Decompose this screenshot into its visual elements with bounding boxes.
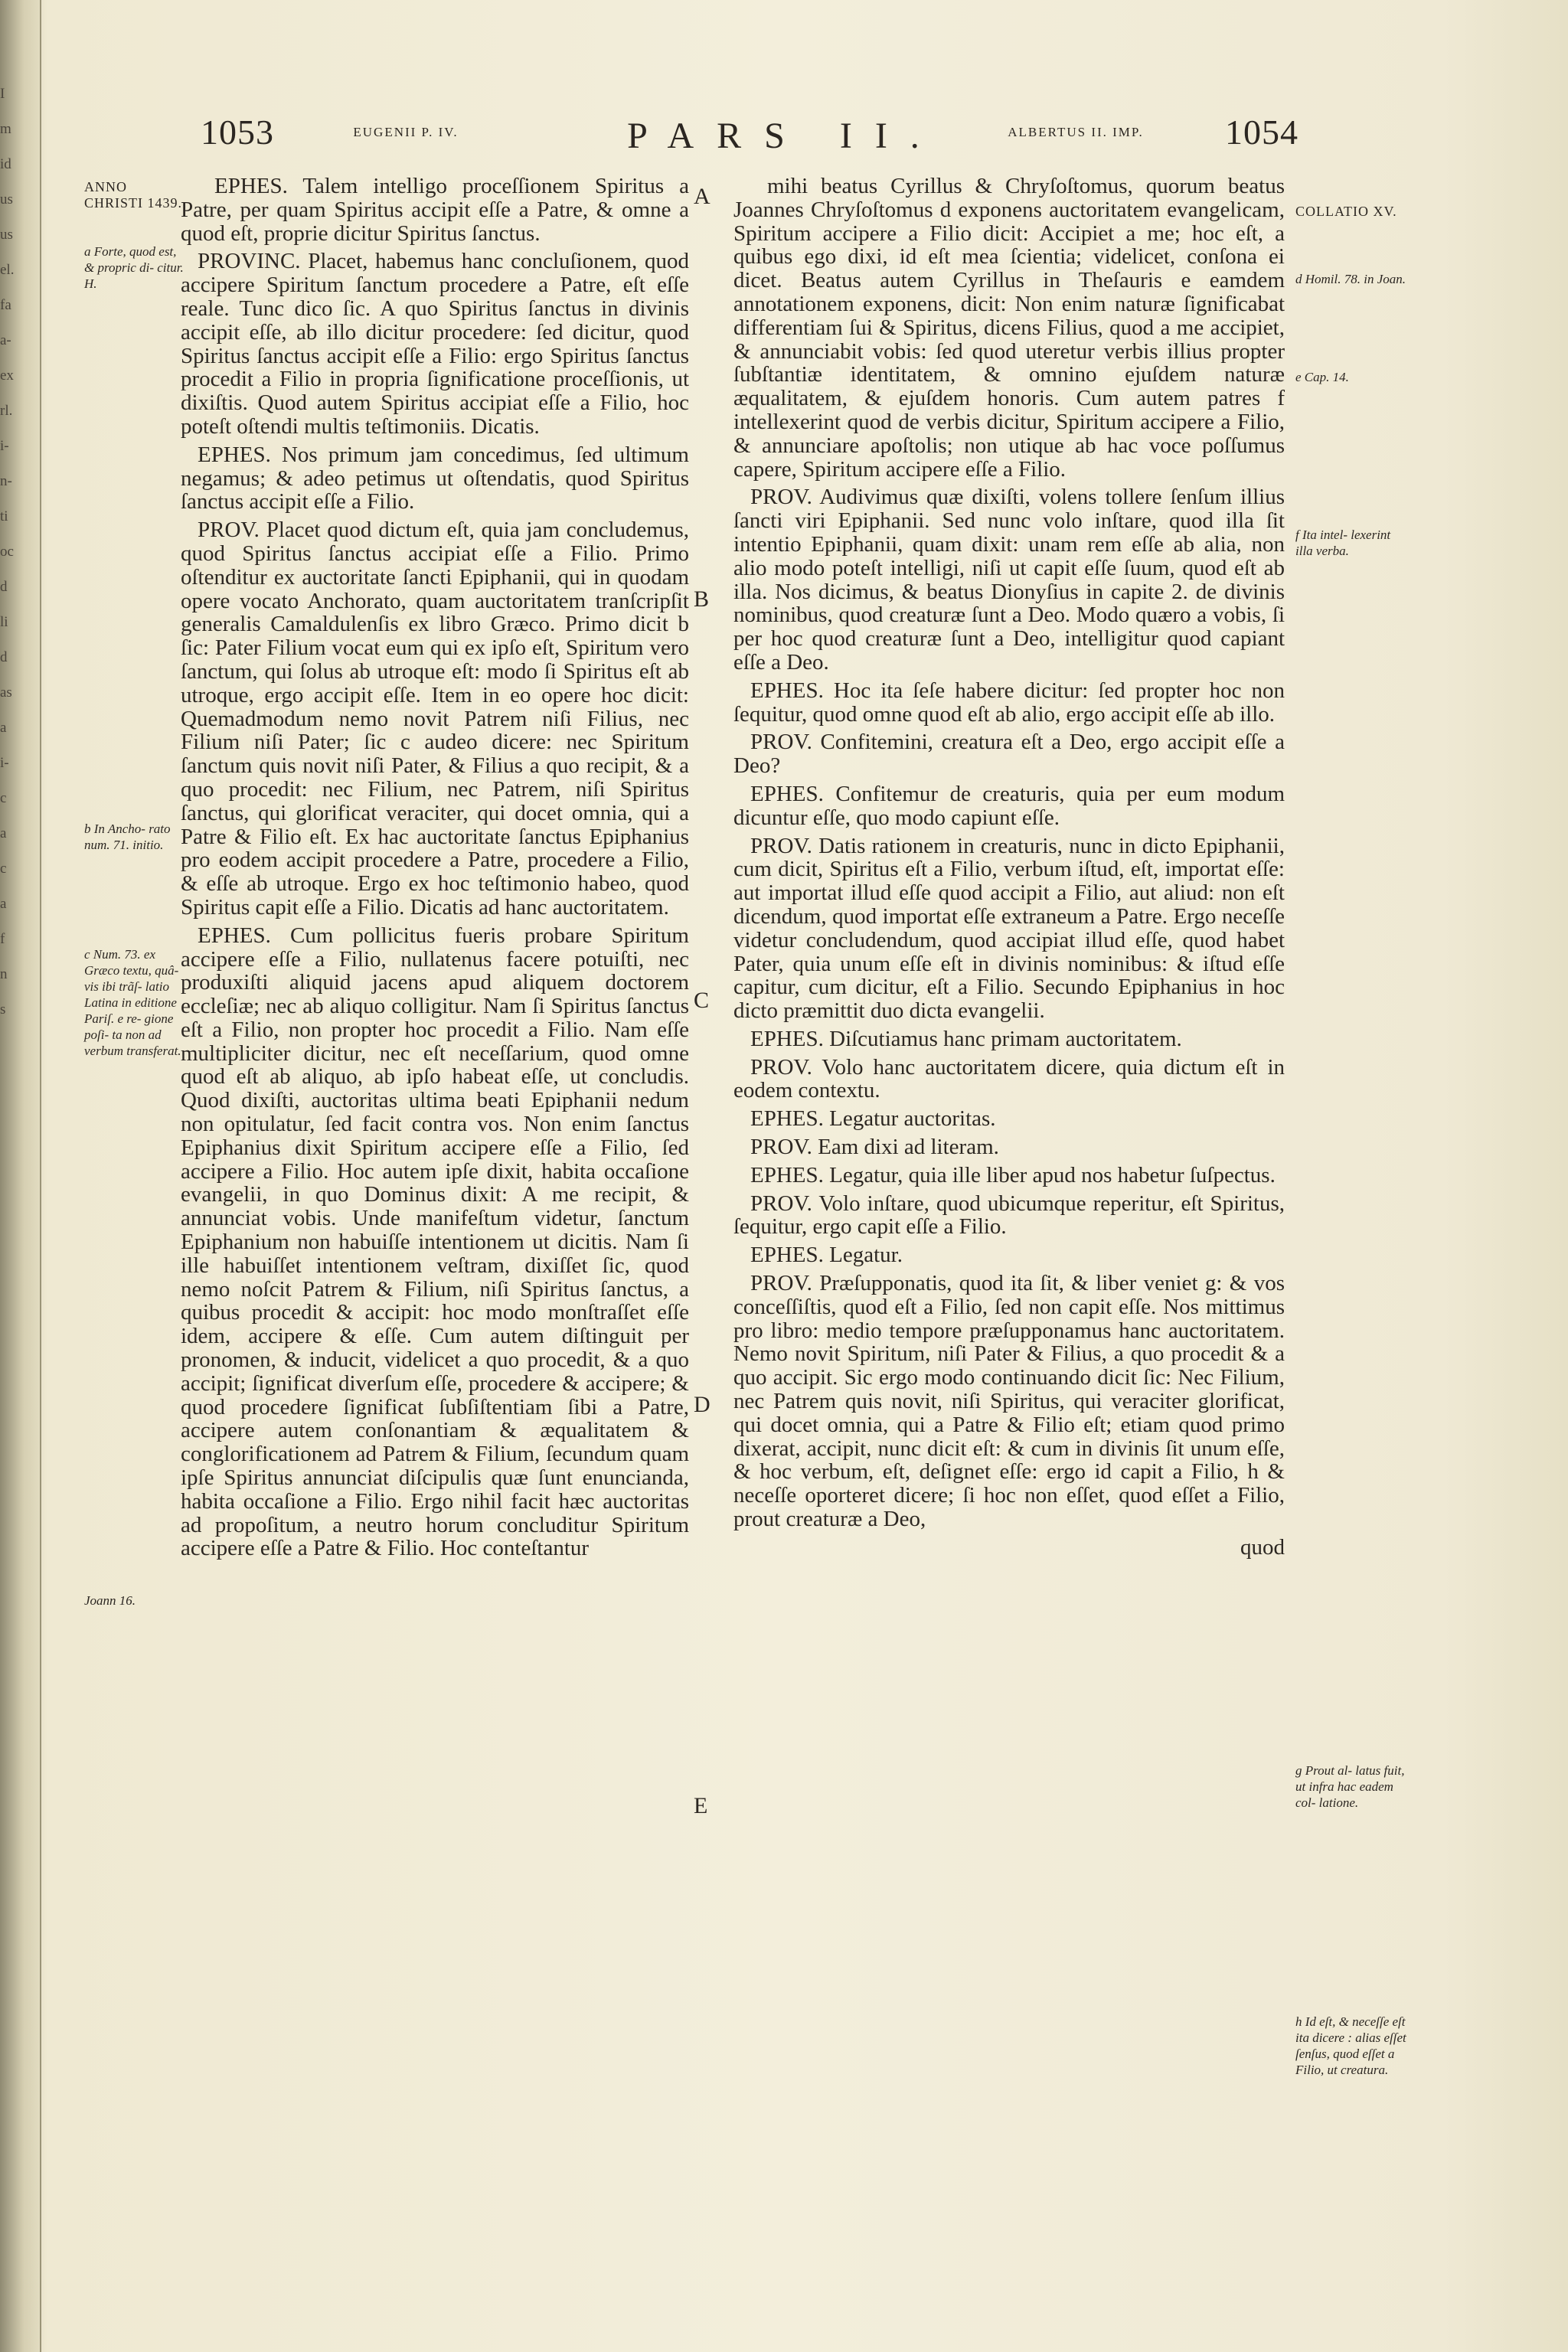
- left-paragraph: PROV. Placet quod dictum eſt, quia jam concludemus, quod Spiritus ſanctus accipiat eſſe a Filio. Primo oſtenditur ex auctoritate ſancti Epiphanii, qui in quodam opere vocato Anchorato, quam auctoritatem tranſcripſit generalis Camaldulenſis ex libro Græco. Primo dicit b ſic: Pater Filium vocat eum qui ex ipſo eſt, Spiritum vero ſanctum, qui ſolus ab utroque eſt: modo ſi Spiritus eſt ab utroque, ergo accipit eſſe. Item in eo opere hoc dicit: Quemadmodum nemo novit Patrem niſi Filius, nec Filium niſi Pater; ſic c audeo dicere: nec Spiritum ſanctum quis novit niſi Pater, & Filius a quo recipit, & a quo procedit: nec Filium, nec Patrem, niſi Spiritus ſanctus, qui glorificat veraciter, qui docet omnia, qui a Patre & Filio eſt. Ex hac auctoritate ſanctus Epiphanius pro eodem accipit procedere a Patre, procedere a Filio, & eſſe ab utroque. Ergo ex hoc teſtimonio habeo, quod Spiritus capit eſſe a Filio. Dicatis ad hanc auctoritatem.: [181, 518, 689, 920]
- gutter-fragment: a: [0, 825, 7, 841]
- left-paragraph: EPHES. Talem intelligo proceſſionem Spiritus a Patre, per quam Spiritus accipit eſſe a Patre, & omne a quod eſt, proprie dicitur Spiritus ſanctus.: [181, 174, 689, 246]
- section-letter-d: D: [694, 1392, 710, 1417]
- gutter-fragment: I: [0, 86, 5, 102]
- gutter-fragment: ex: [0, 368, 14, 384]
- right-paragraph: PROV. Volo inſtare, quod ubicumque reperitur, eſt Spiritus, ſequitur, ergo capit eſſe a Filio.: [733, 1191, 1285, 1240]
- gutter-fragment: el.: [0, 262, 15, 278]
- gutter-fragment: s: [0, 1001, 6, 1018]
- gutter-fragment: rl.: [0, 403, 13, 419]
- right-text-column: [733, 175, 1285, 1564]
- gutter-fragment: as: [0, 684, 12, 701]
- left-paragraph: PROVINC. Placet, habemus hanc concluſionem, quod accipere Spiritum ſanctum procedere a Patre, eſt eſſe reale. Tunc dico ſic. A quo Spiritus ſanctus in divinis accipit eſſe, ab illo dicitur procedere: ſed dicitur, quod Spiritus ſanctus accipit eſſe a Filio: ergo Spiritus ſanctus procedit a Filio in propria ſignificatione proceſſionis, ut dixiſtis. Quod autem Spiritus accipiat eſſe a Filio, hoc poteſt oſtendi multis teſtimoniis. Dicatis.: [181, 249, 689, 439]
- gutter-fragment: i-: [0, 438, 9, 454]
- gutter-fragment: d: [0, 579, 8, 595]
- section-letter-a: A: [694, 184, 710, 209]
- right-paragraph: PROV. Confitemini, creatura eſt a Deo, ergo accipit eſſe a Deo?: [733, 730, 1285, 779]
- running-subhead-left: EUGENII P. IV.: [353, 125, 459, 139]
- gutter-fragment: c: [0, 861, 7, 877]
- gutter-fragment: id: [0, 156, 11, 172]
- right-paragraph: PROV. Volo hanc auctoritatem dicere, quia dictum eſt in eodem contextu.: [733, 1054, 1285, 1103]
- gutter-fragment: a: [0, 896, 7, 912]
- gutter-fragment: n-: [0, 473, 12, 489]
- left-paragraph: EPHES. Cum pollicitus fueris probare Spiritum accipere eſſe a Filio, nullatenus facere potuiſti, nec produxiſti aliquid jacens apud aliquem doctorem eccleſiæ; nec ab aliquo colligitur. Nam ſi Spiritus ſanctus eſt a Filio, non propter hoc procedit a Filio. Nam eſſe multipliciter dicitur, nec eſt neceſſarium, quod omne quod eſt ab aliquo, ab ipſo habeat eſſe, ut concludis. Quod dixiſti, auctoritas ultima beati Epiphanii nedum non opitulatur, ſed facit contra vos. Non enim ſanctus Epiphanius dixit Spiritum accipere eſſe a Filio, ſed accipere a Filio. Hoc autem ipſe dixit, habita occaſione evangelii, in quo Dominus dixit: A me recipit, & annunciat vobis. Unde manifeſtum videtur, ſanctum Epiphanium non habuiſſe intentionem ut dicitis. Nam ſi ille habuiſſet intentionem veſtram, dixiſſet ſic, quod nemo noſcit Patrem & Filium, niſi Spiritus ſanctus, a quibus procedit & accipit: hoc modo monſtraſſet eſſe idem, accipere & eſſe. Cum autem diſtinguit per pronomen, & inducit, videlicet a quo procedit, & a quo accipit; ſignificat diverſum eſſe, procedere & accipere; & quod procedere ſignificat ſubſiſtentiam ſibi a Patre, accipere autem conſonantiam & æqualitatem & conglorificationem ad Patrem & Filium, ſecundum quam ipſe Spiritus annunciat diſcipulis quæ ſunt enuncianda, habita occaſione a Filio. Ergo nihil facit hæc auctoritas ad propoſitum, a neutro horum concluditur Spiritum accipere eſſe a Patre & Filio. Hoc conteſtantur: [181, 923, 689, 1561]
- right-paragraph: EPHES. Confitemur de creaturis, quia per eum modum dicuntur eſſe, quo modo capiunt eſſe.: [733, 781, 1285, 830]
- gutter-fragments: [0, 77, 31, 1531]
- right-paragraph: EPHES. Legatur, quia ille liber apud nos habetur ſuſpectus.: [750, 1162, 1276, 1187]
- page-number-left: 1053: [201, 113, 274, 152]
- right-paragraph: PROV. Præſupponatis, quod ita ſit, & liber veniet g: & vos conceſſiſtis, quod eſt a Filio, ſed non capit eſſe. Nos mittimus pro libro: medio tempore præſupponamus hanc auctoritatem. Nemo novit Spiritum, niſi Pater & Filius, a quo procedit & a quo accipit. Sic ergo modo continuando dicit ſic: Nec Filium, nec Patrem quis novit, niſi Spiritus, qui veraciter glorificat, qui docet omnia, qui a Patre & Filio eſt; etiam quod primo dixerat, accipit, nunc dicit eſt: & cum in divinis ſit unum eſſe, & hoc verbum, eſt, deſignet eſſe: ergo id capit a Filio, h & neceſſe oporteret dicere; ſi hoc non eſſet, quod eſſet a Filio, prout creaturæ a Deo,: [733, 1271, 1285, 1532]
- right-paragraph: EPHES. Legatur auctoritas.: [750, 1106, 996, 1132]
- section-letter-c: C: [694, 988, 710, 1013]
- anno-christi-note: ANNO CHRISTI 1439.: [84, 179, 183, 211]
- gutter-fragment: us: [0, 191, 13, 207]
- margin-note-g: g Prout al- latus fuit, ut infra hac eadem col- latione.: [1295, 1763, 1405, 1810]
- margin-note-a: a Forte, quod est, & propric di- citur. H.: [84, 244, 184, 291]
- collatio-note: COLLATIO XV.: [1295, 204, 1397, 219]
- right-paragraph: EPHES. Hoc ita ſeſe habere dicitur: ſed propter hoc non ſequitur, quod omne quod eſt ab alio, ergo accipit eſſe ab illo.: [733, 678, 1285, 727]
- gutter-fragment: ti: [0, 508, 8, 524]
- gutter-fragment: a-: [0, 332, 11, 348]
- facing-page-gutter: [0, 0, 41, 2352]
- gutter-fragment: fa: [0, 297, 11, 313]
- right-paragraph: EPHES. Legatur.: [750, 1243, 903, 1268]
- margin-note-e: e Cap. 14.: [1295, 370, 1349, 384]
- gutter-fragment: us: [0, 227, 13, 243]
- section-letter-e: E: [694, 1793, 708, 1818]
- right-paragraph: PROV. Eam dixi ad literam.: [750, 1135, 999, 1160]
- gutter-fragment: a: [0, 720, 7, 736]
- margin-note-b: b In Ancho- rato num. 71. initio.: [84, 822, 171, 852]
- gutter-fragment: f: [0, 931, 5, 947]
- right-paragraph: mihi beatus Cyrillus & Chryſoſtomus, quorum beatus Joannes Chryſoſtomus d exponens auctoritatem evangelicam, Spiritum accipere a Filio dicit: Accipiet a me; hoc eſt, a quibus ego dixi, id eſt mea ſcientia; videlicet, conſona ei dicet. Beatus autem Cyrillus in Theſauris e eamdem annotationem exponens, dicit: Non enim naturæ ſignificabat differentiam ſui & Spiritus, dicens Filius, quod a me accipiet, & annunciabit vobis: ſed quod uteretur verbis illius propter ſubſtantiæ identitatem, & omnino ejuſdem naturæ æqualitatem, & ejuſdem honoris. Cum autem patres f intellexerint quod de verbis dicitur, Spiritum accipere a Filio, & annunciare apoſtolis; non utique ab hac voce poſſumus capere, Spiritum accipere eſſe a Filio.: [733, 174, 1285, 482]
- margin-note-h: h Id eſt, & neceſſe eſt ita dicere : alias eſſet ſenſus, quod eſſet a Filio, ut creatura.: [1295, 2014, 1406, 2077]
- right-paragraph: PROV. Audivimus quæ dixiſti, volens tollere ſenſum illius ſancti viri Epiphanii. Sed nunc volo inſtare, quod illa ſit intentio Epiphanii, quam dixit: unam rem eſſe ab alia, non alio modo poteſt intelligi, niſi ut capit eſſe ſuum, quod eſt ab illa. Nos dicimus, & beatus Dionyſius in capite 2. de divinis nominibus, quod creaturæ ſunt a Deo. Modo quæro a vobis, ſi per hoc quod creaturæ ſunt a Deo, intelligitur quod capiant eſſe a Deo.: [733, 485, 1285, 675]
- running-subhead-right: ALBERTUS II. IMP.: [1008, 125, 1144, 139]
- gutter-fragment: oc: [0, 544, 14, 560]
- gutter-fragment: li: [0, 614, 8, 630]
- gutter-fragment: m: [0, 121, 11, 137]
- section-letters: [694, 175, 724, 1818]
- left-text-column: [181, 175, 689, 1565]
- catchword: quod: [1240, 1534, 1285, 1560]
- gutter-fragment: c: [0, 790, 7, 806]
- margin-note-d: d Homil. 78. in Joan.: [1295, 272, 1406, 286]
- gutter-fragment: d: [0, 649, 8, 665]
- page-number-right: 1054: [1225, 113, 1298, 152]
- gutter-fragment: i-: [0, 755, 9, 771]
- running-title: PARS II.: [627, 116, 942, 156]
- margin-note-f: f Ita intel- lexerint illa verba.: [1295, 528, 1391, 558]
- right-paragraph: EPHES. Diſcutiamus hanc primam auctoritatem.: [750, 1026, 1182, 1051]
- left-paragraph: EPHES. Nos primum jam concedimus, ſed ultimum negamus; & adeo petimus ut oſtendatis, quod Spiritus ſanctus accipit eſſe a Filio.: [181, 442, 689, 514]
- section-letter-b: B: [694, 586, 710, 612]
- margin-note-joann: Joann 16.: [84, 1593, 136, 1608]
- gutter-fragment: n: [0, 966, 8, 982]
- right-paragraph: PROV. Datis rationem in creaturis, nunc in dicto Epiphanii, cum dicit, Spiritus eſt a Filio, verbum iſtud, eſt, importat eſſe: aut importat illud eſſe quod accipit a Filio, aut aliud: non eſt dicendum, quod importat eſſe extraneum a Patre. Ergo neceſſe videtur concludendum, quod accipiat illud eſſe, quod habet Pater, quia unum eſſe eſt in divinis nominibus: & iſtud eſſe capitur, cum dicitur, eſt a Filio. Secundo Epiphanius in hoc dicto præmittit duo dicta evangelii.: [733, 833, 1285, 1024]
- margin-note-c: c Num. 73. ex Græco textu, quâ- vis ibi trãſ- latio Latina in editione Pariſ. e re- gione poſi- ta non ad verbum transferat.: [84, 947, 181, 1058]
